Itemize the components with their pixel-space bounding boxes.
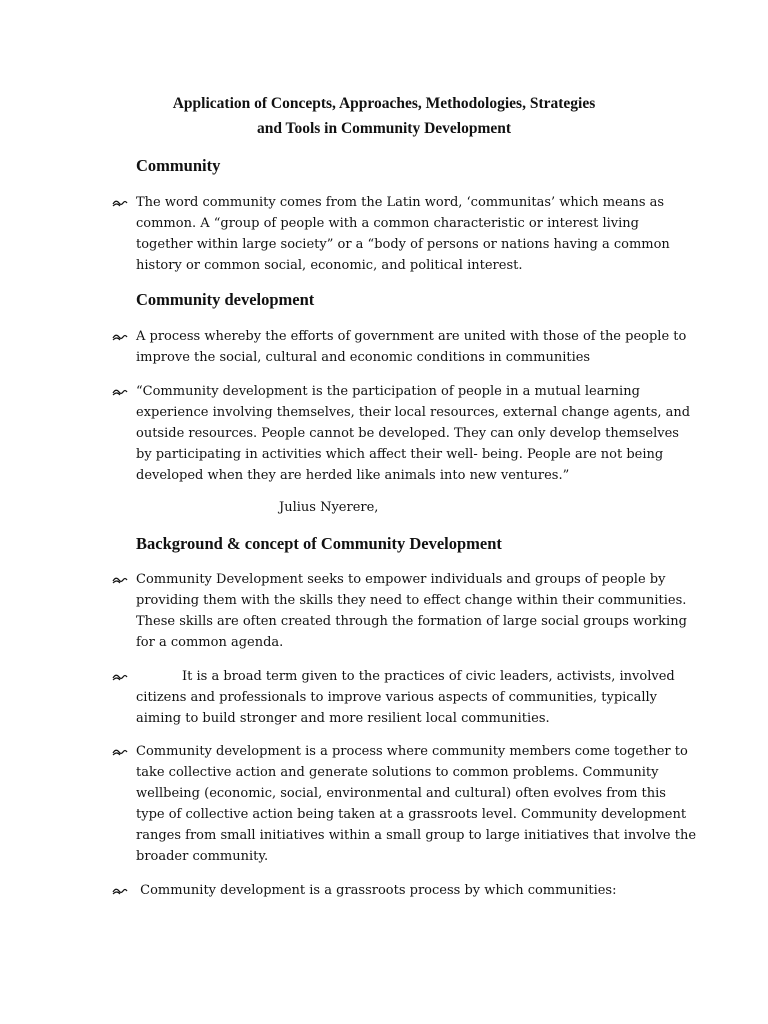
text-line: ranges from small initiatives within a small group to large initiatives that involve the <box>136 828 697 843</box>
background-bullet-4 <box>136 880 696 901</box>
text-line: Community Development seeks to empower individuals and groups of people by <box>136 572 666 587</box>
text-line: improve the social, cultural and economic conditions in communities <box>136 350 591 365</box>
background-bullet-1 <box>136 569 696 653</box>
text-line: together within large society” or a “body of persons or nations having a common <box>136 237 670 252</box>
text-line: Community development is a process where community members come together to <box>136 744 688 759</box>
text-line: outside resources. People cannot be developed. They can only develop themselves <box>136 426 679 441</box>
text-line: providing them with the skills they need to effect change within their communities. <box>136 593 687 608</box>
title-line-1: Application of Concepts, Approaches, Methodologies, Strategies <box>172 95 596 112</box>
document-title <box>100 91 668 141</box>
community-bullet-1 <box>136 192 696 276</box>
heading-background: Background & concept of Community Development <box>136 534 502 553</box>
text-line: take collective action and generate solutions to common problems. Community <box>136 765 659 780</box>
link-bullet-icon <box>112 332 128 342</box>
text-line: broader community. <box>136 849 269 864</box>
link-bullet-icon <box>112 747 128 757</box>
text-line: The word community comes from the Latin word, ‘communitas’ which means as <box>136 195 665 210</box>
text-line: Community development is a grassroots process by which communities: <box>136 883 617 898</box>
text-line: experience involving themselves, their local resources, external change agents, and <box>136 405 691 420</box>
background-bullet-3 <box>136 741 696 867</box>
text-line: wellbeing (economic, social, environmental and cultural) often evolves from this <box>136 786 666 801</box>
link-bullet-icon <box>112 387 128 397</box>
text-line: by participating in activities which affect their well- being. People are not being <box>136 447 664 462</box>
text-line: for a common agenda. <box>136 635 284 650</box>
community-development-bullet-2 <box>136 381 696 486</box>
quote-attribution: Julius Nyerere, <box>279 500 379 515</box>
text-line: developed when they are herded like animals into new ventures.” <box>136 468 570 483</box>
heading-community-development: Community development <box>136 290 315 309</box>
text-line: These skills are often created through the formation of large social groups working <box>136 614 687 629</box>
heading-community: Community <box>136 156 221 175</box>
title-line-2: and Tools in Community Development <box>256 120 512 137</box>
community-development-bullet-1 <box>136 326 696 368</box>
text-line: citizens and professionals to improve various aspects of communities, typically <box>136 690 657 705</box>
background-bullet-2 <box>136 666 696 729</box>
text-line: common. A “group of people with a common characteristic or interest living <box>136 216 639 231</box>
text-line: type of collective action being taken at a grassroots level. Community development <box>136 807 687 822</box>
text-line: “Community development is the participation of people in a mutual learning <box>136 384 640 399</box>
link-bullet-icon <box>112 198 128 208</box>
link-bullet-icon <box>112 886 128 896</box>
text-line: A process whereby the efforts of government are united with those of the people to <box>136 329 687 344</box>
text-line: aiming to build stronger and more resilient local communities. <box>136 711 550 726</box>
link-bullet-icon <box>112 672 128 682</box>
link-bullet-icon <box>112 575 128 585</box>
text-line: history or common social, economic, and political interest. <box>136 258 523 273</box>
text-line: It is a broad term given to the practices of civic leaders, activists, involved <box>182 669 675 684</box>
